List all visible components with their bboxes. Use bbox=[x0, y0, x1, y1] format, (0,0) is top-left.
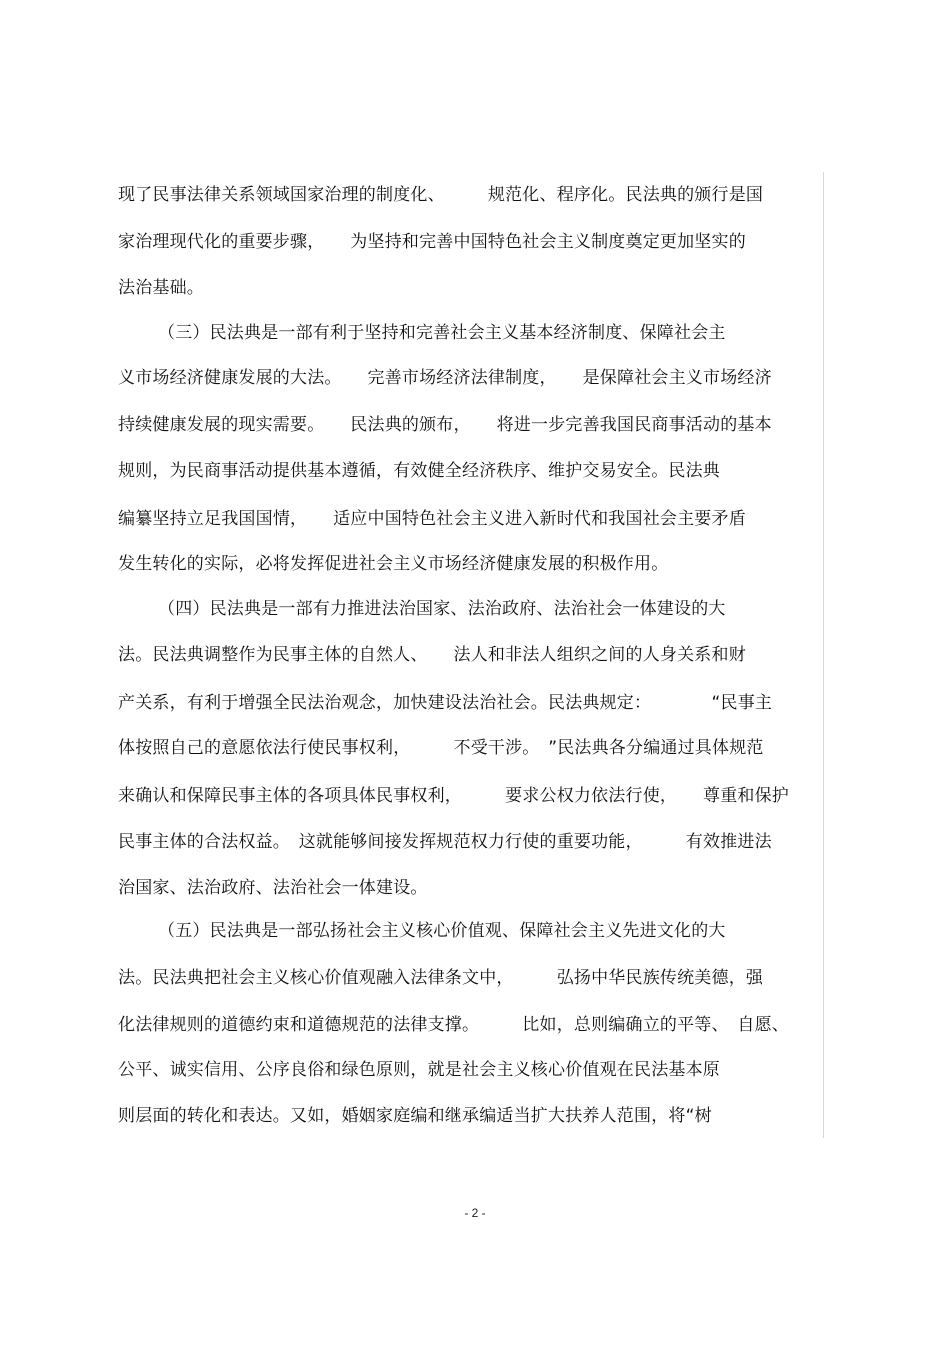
text-line-9: 发生转化的实际，必将发挥促进社会主义市场经济健康发展的积极作用。 bbox=[118, 554, 669, 574]
text-line-2: 家治理现代化的重要步骤， 为坚持和完善中国特色社会主义制度奠定更加坚实的 bbox=[118, 232, 746, 252]
text-line-7: 规则，为民商事活动提供基本遵循，有效健全经济秩序、维护交易安全。民法典 bbox=[118, 461, 720, 481]
text-line-12: 产关系，有利于增强全民法治观念，加快建设法治社会。民法典规定： “民事主 bbox=[118, 693, 773, 713]
text-line-17: （五）民法典是一部弘扬社会主义核心价值观、保障社会主义先进文化的大 bbox=[158, 921, 726, 941]
margin-rule bbox=[823, 172, 824, 1138]
text-line-11: 法。民法典调整作为民事主体的自然人、 法人和非法人组织之间的人身关系和财 bbox=[118, 645, 746, 665]
text-line-3: 法治基础。 bbox=[118, 278, 204, 298]
text-line-18: 法。民法典把社会主义核心价值观融入法律条文中， 弘扬中华民族传统美德，强 bbox=[118, 968, 764, 988]
text-line-5: 义市场经济健康发展的大法。 完善市场经济法律制度， 是保障社会主义市场经济 bbox=[118, 368, 772, 388]
text-line-15: 民事主体的合法权益。 这就能够间接发挥规范权力行使的重要功能， 有效推进法 bbox=[118, 832, 772, 852]
text-line-20: 公平、诚实信用、公序良俗和绿色原则，就是社会主义核心价值观在民法基本原 bbox=[118, 1060, 720, 1080]
text-line-19: 化法律规则的道德约束和道德规范的法律支撑。 比如，总则编确立的平等、 自愿、 bbox=[118, 1015, 789, 1035]
text-line-4: （三）民法典是一部有利于坚持和完善社会主义基本经济制度、保障社会主 bbox=[158, 323, 726, 343]
text-line-21: 则层面的转化和表达。又如，婚姻家庭编和继承编适当扩大扶养人范围，将“树 bbox=[118, 1106, 712, 1126]
text-line-1: 现了民事法律关系领域国家治理的制度化、 规范化、程序化。民法典的颁行是国 bbox=[118, 185, 764, 205]
text-line-6: 持续健康发展的现实需要。 民法典的颁布， 将进一步完善我国民商事活动的基本 bbox=[118, 415, 772, 435]
text-line-14: 来确认和保障民事主体的各项具体民事权利， 要求公权力依法行使， 尊重和保护 bbox=[118, 786, 789, 806]
text-line-10: （四）民法典是一部有力推进法治国家、法治政府、法治社会一体建设的大 bbox=[158, 599, 726, 619]
text-line-13: 体按照自己的意愿依法行使民事权利， 不受干涉。 ”民法典各分编通过具体规范 bbox=[118, 738, 764, 758]
text-line-16: 治国家、法治政府、法治社会一体建设。 bbox=[118, 878, 428, 898]
page-number: - 2 - bbox=[464, 1206, 486, 1220]
text-line-8: 编纂坚持立足我国国情， 适应中国特色社会主义进入新时代和我国社会主要矛盾 bbox=[118, 509, 746, 529]
